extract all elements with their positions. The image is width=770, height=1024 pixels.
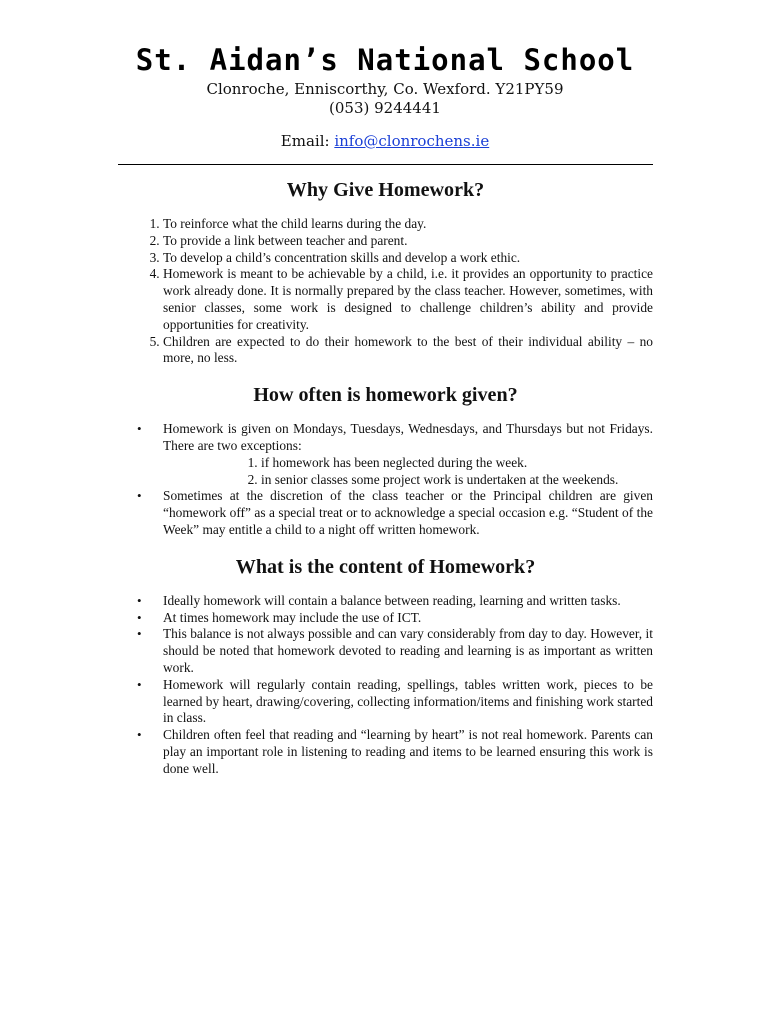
list-item	[137, 592, 653, 610]
list-item: 2. in senior classes some project work is undertaken at the weekends.	[261, 472, 653, 489]
list-item	[137, 626, 653, 676]
how-often-list	[118, 421, 653, 539]
exceptions-list	[163, 455, 653, 489]
list-item-text: Sometimes at the discretion of the class teacher or the Principal children are given “homework off” as a special treat or to acknowledge a special occasion e.g. “Student of the Week” may entitle a child to a night off written homework.	[163, 488, 653, 537]
header-divider	[118, 164, 653, 165]
document-body	[118, 180, 653, 778]
school-phone: (053) 9244441	[329, 99, 441, 117]
list-item-text: Children often feel that reading and “learning by heart” is not real homework. Parents can play an important role in listening to reading and items to be learned ensuring this work is done well.	[163, 727, 653, 776]
list-item	[137, 727, 653, 777]
bullet-icon: •	[137, 592, 142, 608]
email-link[interactable]: info@clonrochens.ie	[334, 132, 490, 150]
list-item: 2. To provide a link between teacher and parent.	[163, 233, 653, 250]
list-item: 1. To reinforce what the child learns during the day.	[163, 216, 653, 233]
list-item-text: This balance is not always possible and can vary considerably from day to day. However, it should be noted that homework devoted to reading and learning is as important as written work.	[163, 626, 653, 675]
list-item-text: Homework will regularly contain reading, spellings, tables written work, pieces to be learned by heart, drawing/covering, collecting information/items and finishing work started in class.	[163, 676, 653, 726]
list-item-text: Homework is given on Mondays, Tuesdays, Wednesdays, and Thursdays but not Fridays. There are two exceptions:	[163, 421, 653, 453]
school-name: St. Aidan’s National School	[135, 43, 635, 77]
list-item: 1. if homework has been neglected during the week.	[261, 455, 653, 472]
section-title-how-often: How often is homework given?	[253, 384, 518, 407]
list-item: 3. To develop a child’s concentration skills and develop a work ethic.	[163, 250, 653, 267]
bullet-icon: •	[137, 626, 142, 642]
content-list	[118, 593, 653, 778]
bullet-icon: •	[137, 676, 142, 692]
bullet-icon: •	[137, 727, 142, 743]
list-item-text: Ideally homework will contain a balance between reading, learning and written tasks.	[163, 592, 621, 608]
bullet-icon: •	[137, 488, 142, 504]
email-label: Email:	[280, 132, 335, 150]
list-item	[137, 676, 653, 727]
list-item-text: At times homework may include the use of ICT.	[163, 609, 422, 625]
school-address: Clonroche, Enniscorthy, Co. Wexford. Y21PY59	[206, 80, 564, 98]
list-item	[137, 488, 653, 538]
letterhead	[0, 40, 770, 151]
list-item: 4. Homework is meant to be achievable by a child, i.e. it provides an opportunity to practice work already done. It is normally prepared by the class teacher. However, sometimes, with senior classes, some work is designed to challenge children’s ability and provide opportunities for creativity.	[163, 266, 653, 333]
list-item	[137, 609, 653, 627]
bullet-icon: •	[137, 421, 142, 437]
bullet-icon: •	[137, 609, 142, 625]
list-item	[137, 421, 653, 488]
section-title-content: What is the content of Homework?	[235, 555, 536, 578]
section-title-why: Why Give Homework?	[286, 179, 485, 201]
email-line	[0, 132, 770, 151]
list-item: 5. Children are expected to do their homework to the best of their individual ability – no more, no less.	[163, 334, 653, 368]
why-list	[118, 216, 653, 367]
